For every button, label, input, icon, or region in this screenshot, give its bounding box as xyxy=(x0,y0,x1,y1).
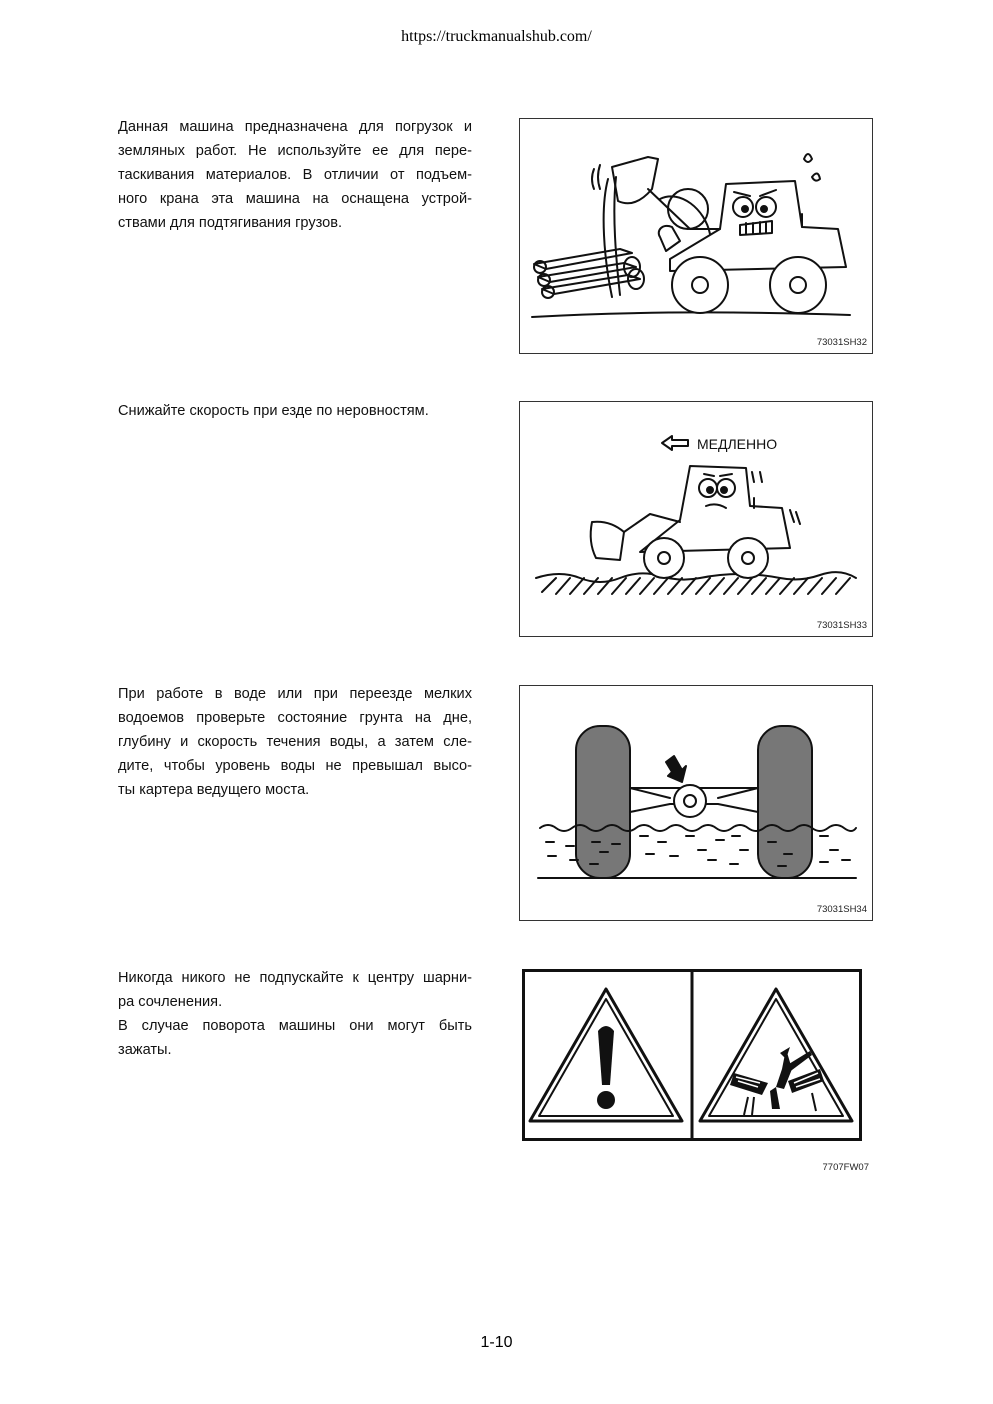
axle-water-illustration xyxy=(520,686,874,922)
text-line: таскивания материалов. В отличии от подъем- xyxy=(118,167,472,183)
warning-signs xyxy=(522,969,862,1141)
text-line: зажаты. xyxy=(118,1042,172,1058)
paragraph-loader-not-for-towing xyxy=(118,115,472,235)
text-line: Данная машина предназначена для погрузок и xyxy=(118,119,472,135)
figure-code: 7707FW07 xyxy=(822,1162,869,1173)
paragraph-slow-down-rough-terrain xyxy=(118,399,472,423)
source-url[interactable]: https://truckmanualshub.com/ xyxy=(401,28,592,45)
text-line: земляных работ. Не используйте ее для пере- xyxy=(118,143,472,159)
text-line: дите, чтобы уровень воды не превышал высо- xyxy=(118,758,472,774)
figure-loader-slow-driving xyxy=(519,401,873,637)
arrow-down-icon xyxy=(666,756,686,782)
slow-label: МЕДЛЕННО xyxy=(697,436,778,452)
arrow-left-icon xyxy=(662,436,688,450)
warning-sign-panel xyxy=(522,969,862,1141)
text-line: В случае поворота машины они могут быть xyxy=(118,1018,472,1034)
page-number: 1-10 xyxy=(480,1334,513,1351)
text-line: ствами для подтягивания грузов. xyxy=(118,215,343,231)
text-line: ты картера ведущего моста. xyxy=(118,782,310,798)
text-line: глубину и скорость течения воды, а затем сле- xyxy=(118,734,472,750)
figure-code: 73031SH32 xyxy=(816,337,867,348)
figure-axle-water-level xyxy=(519,685,873,921)
figure-code: 73031SH34 xyxy=(816,904,867,915)
text-line: Никогда никого не подпускайте к центру шарни- xyxy=(118,970,472,986)
figure-code: 73031SH33 xyxy=(816,620,867,631)
text-line: При работе в воде или при переезде мелких xyxy=(118,686,472,702)
text-line: водоемов проверьте состояние грунта на дне, xyxy=(118,710,472,726)
text-line: Снижайте скорость при езде по неровностям. xyxy=(118,403,429,419)
text-line: ного крана эта машина на оснащена устрой- xyxy=(118,191,472,207)
text-line: ра сочленения. xyxy=(118,994,223,1010)
loader-slow-illustration xyxy=(520,402,874,638)
paragraph-articulation-hinge xyxy=(118,966,472,1062)
figure-loader-towing-pipes xyxy=(519,118,873,354)
loader-towing-illustration xyxy=(520,119,874,355)
paragraph-water-crossing xyxy=(118,682,472,802)
